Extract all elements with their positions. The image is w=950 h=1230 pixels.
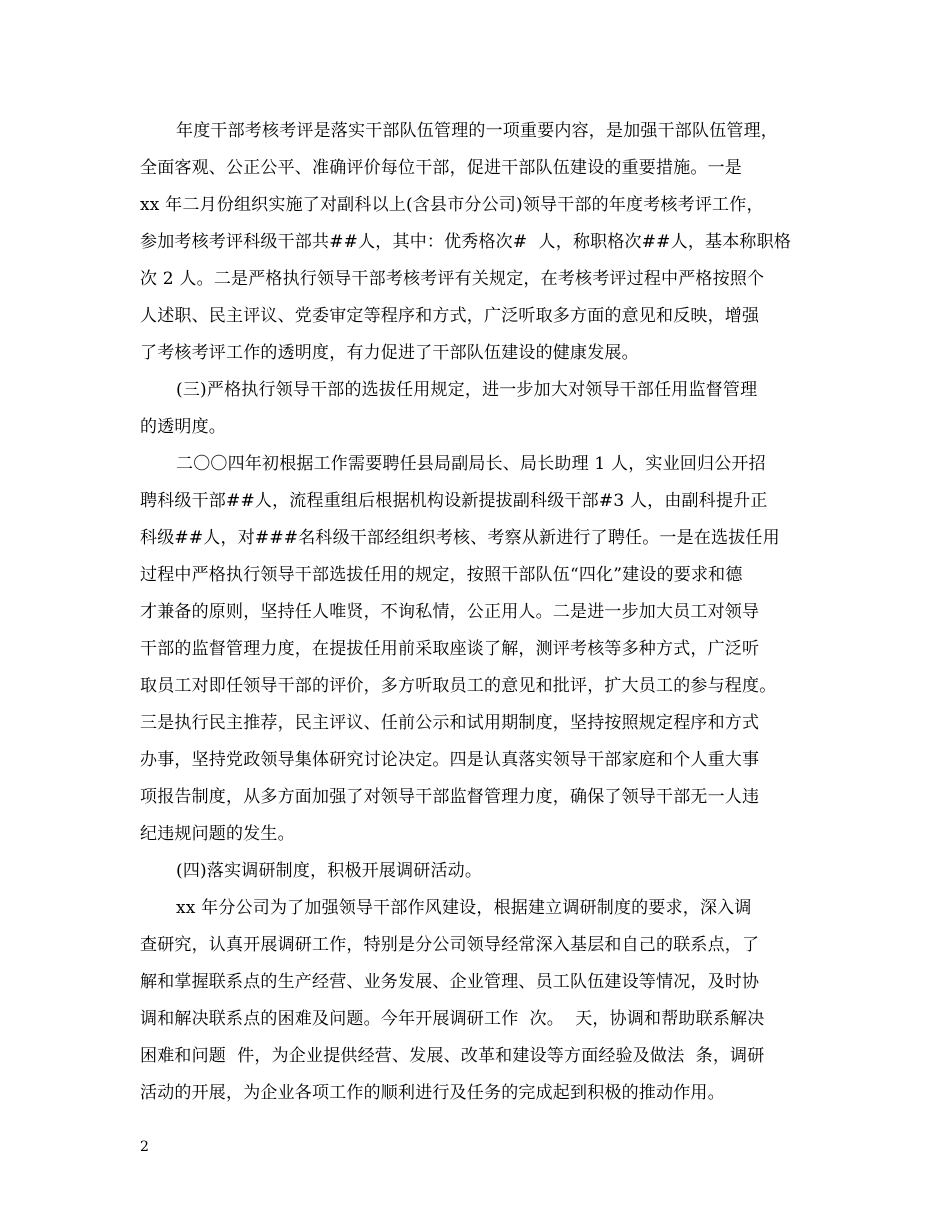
text-line: 年度干部考核考评是落实干部队伍管理的一项重要内容，是加强干部队伍管理， xyxy=(176,121,778,141)
text-line: xx 年二月份组织实施了对副科以上(含县市分公司)领导干部的年度考核考评工作， xyxy=(140,195,764,215)
text-line: 查研究，认真开展调研工作，特别是分公司领导经常深入基层和自己的联系点，了 xyxy=(140,935,760,955)
text-line: 取员工对即任领导干部的评价，多方听取员工的意见和批评，扩大员工的参与程度。 xyxy=(140,676,777,696)
text-line: 的透明度。 xyxy=(140,417,226,437)
page-number: 2 xyxy=(140,1139,149,1155)
text-line: 困难和问题 件，为企业提供经营、发展、改革和建设等方面经验及做法 条，调研 xyxy=(140,1046,765,1066)
text-line: 了考核考评工作的透明度，有力促进了干部队伍建设的健康发展。 xyxy=(140,343,639,363)
text-line: xx 年分公司为了加强领导干部作风建设，根据建立调研制度的要求，深入调 xyxy=(176,898,752,918)
text-line: 参加考核考评科级干部共##人，其中：优秀格次# 人，称职格次##人，基本称职格 xyxy=(140,232,792,252)
text-line: 解和掌握联系点的生产经营、业务发展、企业管理、员工队伍建设等情况，及时协 xyxy=(140,972,760,992)
text-line: 次 2 人。二是严格执行领导干部考核考评有关规定，在考核考评过程中严格按照个 xyxy=(140,269,765,289)
text-line: 三是执行民主推荐，民主评议、任前公示和试用期制度，坚持按照规定程序和方式 xyxy=(140,713,760,733)
text-line: 全面客观、公正公平、准确评价每位干部，促进干部队伍建设的重要措施。一是 xyxy=(140,158,742,178)
text-line: 聘科级干部##人，流程重组后根据机构设新提拔副科级干部#3 人，由副科提升正 xyxy=(140,491,768,511)
text-line: 活动的开展，为企业各项工作的顺利进行及任务的完成起到积极的推动作用。 xyxy=(140,1083,725,1103)
text-line: 干部的监督管理力度，在提拔任用前采取座谈了解，测评考核等多种方式，广泛听 xyxy=(140,639,760,659)
text-line: 二〇〇四年初根据工作需要聘任县局副局长、局长助理 1 人，实业回归公开招 xyxy=(176,454,766,474)
text-line: 纪违规问题的发生。 xyxy=(140,824,295,844)
text-line: 调和解决联系点的困难及问题。今年开展调研工作 次。 天，协调和帮助联系解决 xyxy=(140,1009,765,1029)
section-heading: (四)落实调研制度，积极开展调研活动。 xyxy=(176,861,483,881)
text-line: 过程中严格执行领导干部选拔任用的规定，按照干部队伍“四化”建设的要求和德 xyxy=(140,565,743,585)
text-line: 办事，坚持党政领导集体研究讨论决定。四是认真落实领导干部家庭和个人重大事 xyxy=(140,750,760,770)
text-line: 科级##人，对###名科级干部经组织考核、考察从新进行了聘任。一是在选拔任用 xyxy=(140,528,780,548)
text-line: 人述职、民主评议、党委审定等程序和方式，广泛听取多方面的意见和反映，增强 xyxy=(140,306,760,326)
text-line: 项报告制度，从多方面加强了对领导干部监督管理力度，确保了领导干部无一人违 xyxy=(140,787,760,807)
section-heading: (三)严格执行领导干部的选拔任用规定，进一步加大对领导干部任用监督管理 xyxy=(176,380,758,400)
text-line: 才兼备的原则，坚持任人唯贤，不询私情，公正用人。二是进一步加大员工对领导 xyxy=(140,602,760,622)
